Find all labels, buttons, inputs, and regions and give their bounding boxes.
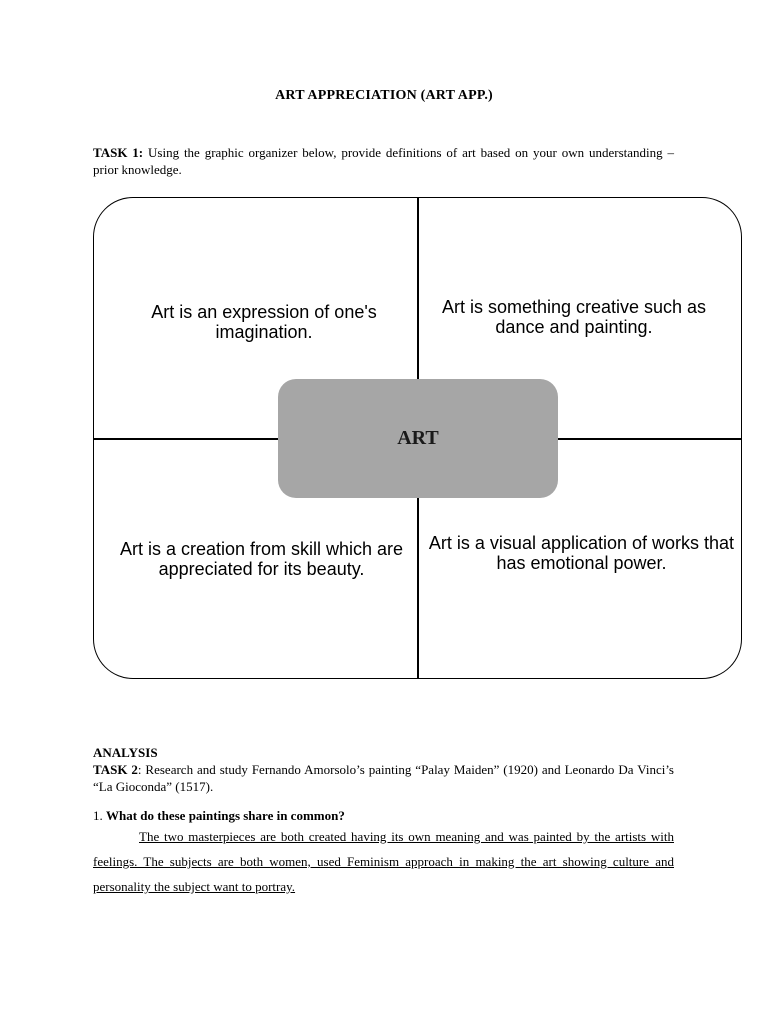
definition-bottom-left: Art is a creation from skill which are appreciated for its beauty.: [119, 539, 404, 579]
question-text: What do these paintings share in common?: [106, 808, 345, 823]
task1-text: Using the graphic organizer below, provide definitions of art based on your own understanding – prior knowledge.: [93, 145, 674, 177]
document-title: ART APPRECIATION (ART APP.): [275, 88, 493, 103]
task1-label: TASK 1:: [93, 145, 144, 160]
answer-text: The two masterpieces are both created having its own meaning and was painted by the artists with feelings. The subjects are both women, used Feminism approach in making the art showing culture and personality the subject want to portray.: [93, 829, 674, 894]
task2-instructions: [93, 761, 674, 795]
task2-text: : Research and study Fernando Amorsolo’s painting “Palay Maiden” (1920) and Leonardo Da Vinci’s “La Gioconda” (1517).: [93, 762, 674, 794]
graphic-organizer: [93, 197, 742, 679]
center-art-box: ART: [278, 379, 558, 498]
analysis-heading: ANALYSIS: [93, 745, 158, 760]
definition-top-left: Art is an expression of one's imagination.: [151, 302, 377, 342]
question-1: [93, 807, 674, 824]
definition-top-right: Art is something creative such as dance and painting.: [441, 297, 707, 337]
analysis-section: [93, 744, 674, 899]
question-number: 1.: [93, 808, 103, 823]
definition-bottom-right: Art is a visual application of works that has emotional power.: [428, 533, 735, 573]
task1-instructions: [93, 144, 674, 178]
task2-label: TASK 2: [93, 762, 138, 777]
